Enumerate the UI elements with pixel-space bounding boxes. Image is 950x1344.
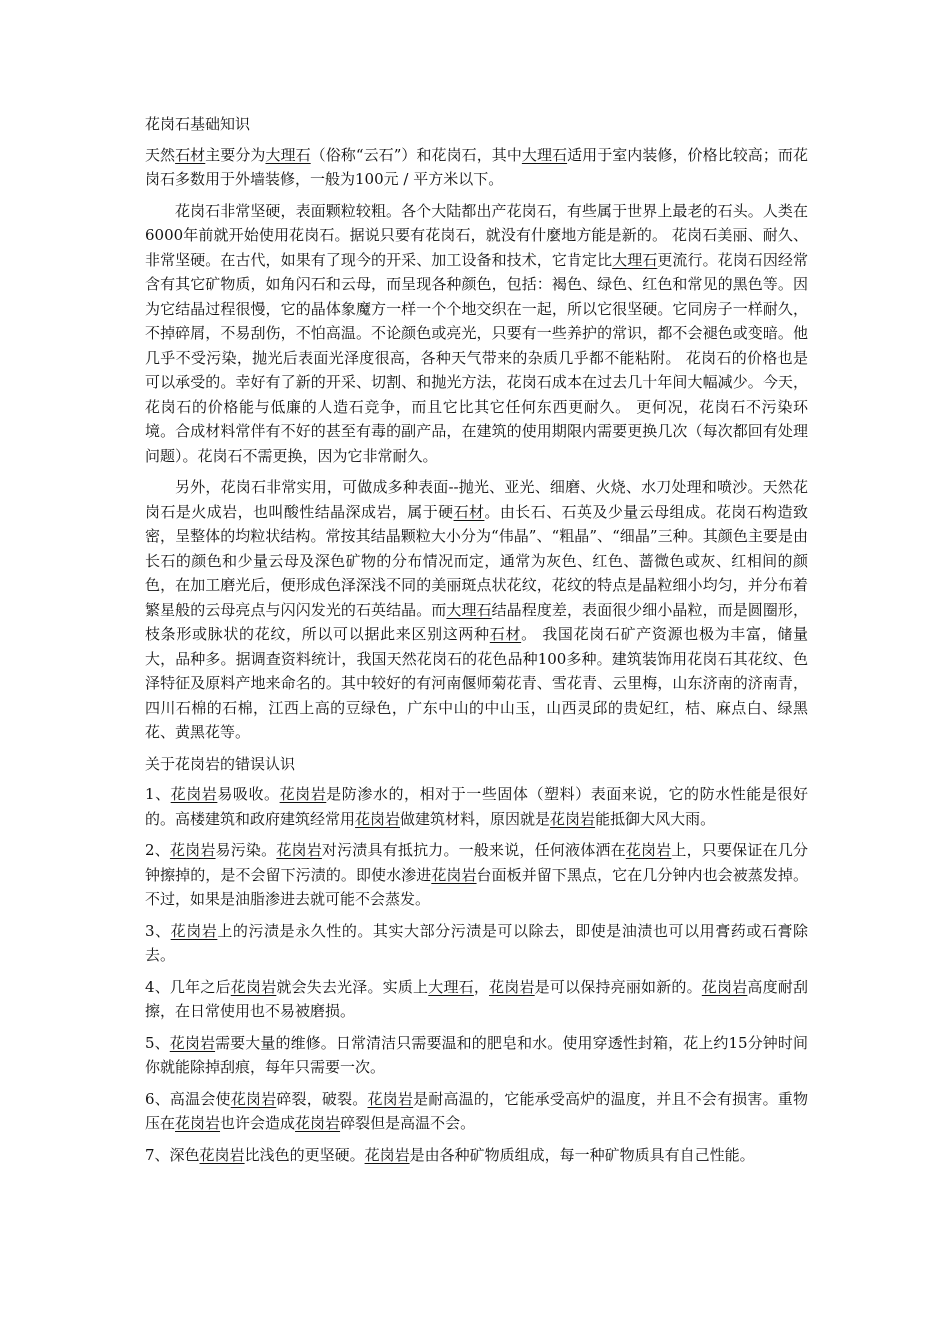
term-link[interactable]: 花岗岩 (279, 785, 327, 803)
term-link[interactable]: 花岗岩 (489, 977, 535, 996)
list-item (145, 1031, 808, 1080)
text-run: 是防渗水的，相对于一些固体（塑料）表面来说，它的防水性能是很好的。高楼建筑和政府建筑经常用 (145, 785, 808, 828)
term-link[interactable]: 花岗岩 (701, 977, 748, 996)
body-paragraphs (145, 143, 808, 745)
text-run: ， (473, 977, 490, 996)
text-run: 4、几年之后 (145, 977, 231, 996)
list-item (145, 975, 808, 1024)
term-link[interactable]: 花岗岩 (276, 841, 322, 859)
text-run: 是耐高温的，它能承受高炉的温度，并且不会有损害。重物压在 (145, 1089, 808, 1132)
term-link[interactable]: 石材 (489, 625, 522, 643)
text-run: 7、深色 (145, 1145, 200, 1164)
list-item (145, 782, 808, 831)
text-run: 结晶程度差，表面很少细小晶粒，而是圆圈形，枝条形或脉状的花纹，所以可以据此来区别这两种 (145, 600, 808, 643)
paragraph (145, 143, 808, 192)
text-run: 天然 (145, 145, 176, 164)
term-link[interactable]: 花岗岩 (355, 809, 401, 828)
term-link[interactable]: 花岗岩 (625, 841, 672, 859)
section-heading: 关于花岗岩的错误认识 (145, 754, 296, 773)
term-link[interactable]: 花岗岩 (175, 1114, 221, 1132)
text-run: 也许会造成 (220, 1114, 296, 1132)
term-link[interactable]: 花岗岩 (364, 1145, 410, 1164)
term-link[interactable]: 花岗岩 (550, 809, 596, 828)
text-run: 适用于室内装修，价格比较高；而花岗石多数用于外墙装修，一般为100元 / 平方米以下。 (145, 145, 808, 188)
text-run: 高度耐刮擦，在日常使用也不易被磨损。 (145, 977, 808, 1020)
text-run: （俗称“云石”）和花岗石，其中 (310, 145, 522, 164)
term-link[interactable]: 花岗岩 (169, 841, 216, 859)
text-run: 2、 (145, 841, 170, 859)
text-run: 台面板并留下黑点，它在几分钟内也会被蒸发掉。不过，如果是油脂渗进去就可能不会蒸发。 (145, 865, 808, 908)
term-link[interactable]: 花岗岩 (199, 1145, 245, 1164)
document-title: 花岗石基础知识 (145, 115, 251, 133)
term-link[interactable]: 石材 (175, 145, 206, 164)
text-run: 上，只要保证在几分钟擦掉的，是不会留下污渍的。即使水渗进 (145, 841, 808, 884)
term-link[interactable]: 大理石 (446, 600, 492, 619)
text-run: 另外，花岗石非常实用，可做成多种表面--抛光、亚光、细磨、火烧、水刀处理和喷沙。天然花岗石是火成岩，也叫酸性结晶深成岩，属于硬 (145, 478, 808, 521)
document-page (145, 112, 808, 1174)
list-item (145, 919, 808, 968)
term-link[interactable]: 花岗岩 (169, 1033, 216, 1052)
text-run: 比浅色的更坚硬。 (244, 1145, 365, 1164)
text-run: 。 我国花岗石矿产资源也极为丰富，储量大，品种多。据调查资料统计，我国天然花岗石的花色品种100多种。建筑装饰用花岗石其花纹、色泽特征及原料产地来命名的。其中较好的有河南偃师菊花青、雪花青、云里梅，山东济南的济南青，四川石棉的石棉，江西上高的豆绿色，广东中山的中山玉，山西灵邱的贵妃红，桔、麻点白、绿黑花、黄黑花等。 (145, 625, 808, 741)
list-item (145, 838, 808, 912)
term-link[interactable]: 花岗岩 (367, 1089, 414, 1108)
term-link[interactable]: 花岗岩 (170, 785, 218, 803)
term-link[interactable]: 花岗岩 (230, 977, 277, 996)
term-link[interactable]: 大理石 (612, 250, 658, 269)
text-run: 上的污渍是永久性的。其实大部分污渍是可以除去，即使是油渍也可以用膏药或石膏除去。 (145, 921, 808, 964)
list-item (145, 1143, 808, 1168)
term-link[interactable]: 花岗岩 (170, 921, 218, 940)
text-run: 就会失去光泽。实质上 (276, 977, 429, 996)
text-run: 是可以保持亮丽如新的。 (534, 977, 702, 996)
term-link[interactable]: 花岗岩 (230, 1089, 277, 1108)
text-run: 主要分为 (205, 145, 266, 164)
text-run: 对污渍具有抵抗力。一般来说，任何液体洒在 (321, 841, 626, 859)
text-run: 更流行。花岗石因经常含有其它矿物质，如角闪石和云母，而呈现各种颜色，包括：褐色、绿色、红色和常见的黑色等。因为它结晶过程很慢，它的晶体象魔方一样一个个地交织在一起，所以它很坚硬。它同房子一样耐久，不掉碎屑，不易刮伤，不怕高温。不论颜色或亮光，只要有一些养护的常识，都不会褪色或变暗。他几乎不受污染，抛光后表面光泽度很高，各种天气带来的杂质几乎都不能粘附。 花岗石的价格也是可以承受的。幸好有了新的开采、切割、和抛光方法，花岗石成本在过去几十年间大幅减少。今天，花岗石的价格能与低廉的人造石竞争，而且它比其它任何东西更耐久。 更何况，花岗石不污染环境。合成材料常伴有不好的甚至有毒的副产品，在建筑的使用期限内需要更换几次（每次都回有处理问题）。花岗石不需更换，因为它非常耐久。 (145, 250, 808, 465)
text-run: 碎裂但是高温不会。 (340, 1114, 476, 1132)
term-link[interactable]: 大理石 (521, 145, 568, 164)
text-run: 。由长石、石英及少量云母组成。花岗石构造致密，呈整体的均粒状结构。常按其结晶颗粒大小分为“伟晶”、“粗晶”、“细晶”三种。其颜色主要是由长石的颜色和少量云母及深色矿物的分布情况而定，通常为灰色、红色、蔷微色或灰、红相间的颜色，在加工磨光后，便形成色泽深浅不同的美丽斑点状花纹，花纹的特点是晶粒细小均匀，并分布着繁星般的云母亮点与闪闪发光的石英结晶。而 (145, 502, 808, 619)
misconception-list (145, 782, 808, 1167)
text-run: 易吸收。 (217, 785, 280, 803)
term-link[interactable]: 花岗岩 (431, 865, 477, 884)
term-link[interactable]: 花岗岩 (295, 1114, 341, 1132)
text-run: 碎裂，破裂。 (276, 1089, 368, 1108)
text-run: 6、高温会使 (145, 1089, 231, 1108)
text-run: 5、 (145, 1033, 170, 1052)
list-item (145, 1087, 808, 1136)
term-link[interactable]: 大理石 (428, 977, 474, 996)
text-run: 是由各种矿物质组成，每一种矿物质具有自己性能。 (409, 1145, 755, 1164)
text-run: 做建筑材料，原因就是 (400, 809, 551, 828)
term-link[interactable]: 石材 (453, 502, 485, 521)
text-run: 花岗石非常坚硬，表面颗粒较粗。各个大陆都出产花岗石，有些属于世界上最老的石头。人类在6000年前就开始使用花岗石。据说只要有花岗石，就没有什麼地方能是新的。 花岗石美丽、耐久、非常坚硬。在古代，如果有了现今的开采、加工设备和技术，它肯定比 (145, 201, 808, 269)
text-run: 能抵御大风大雨。 (595, 809, 716, 828)
text-run: 1、 (145, 785, 171, 803)
paragraph (145, 475, 808, 745)
paragraph (145, 199, 808, 469)
text-run: 易污染。 (215, 841, 277, 859)
text-run: 需要大量的维修。日常清洁只需要温和的肥皂和水。使用穿透性封箱，花上约15分钟时间你就能除掉刮痕，每年只需要一次。 (145, 1033, 808, 1076)
term-link[interactable]: 大理石 (265, 145, 311, 164)
text-run: 3、 (145, 921, 171, 940)
